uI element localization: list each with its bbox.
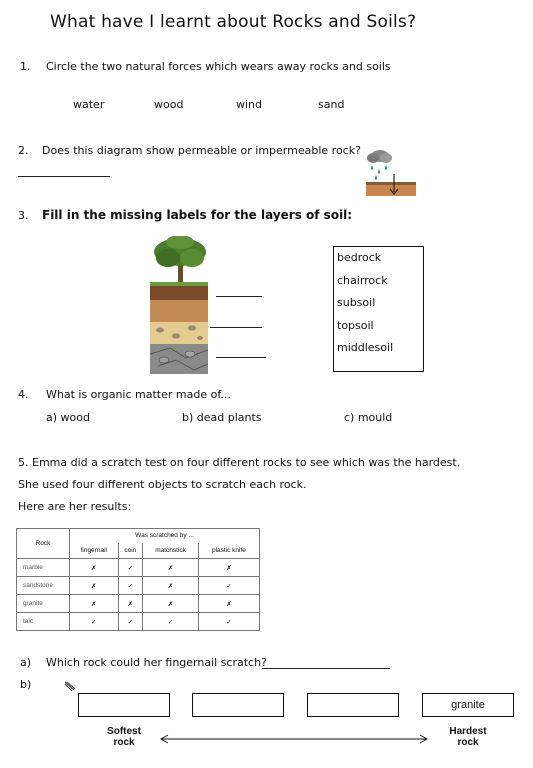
page-title: What have I learnt about Rocks and Soils? [50, 12, 417, 32]
table-col-header: fingernail [70, 543, 119, 559]
table-cell: ✗ [143, 577, 199, 595]
table-rock-name: sandstone [17, 577, 70, 595]
table-row [17, 595, 260, 613]
table-header-group: Was scratched by ... [70, 529, 260, 543]
word-bank-item: subsoil [337, 296, 376, 309]
softest-label: Softest rock [107, 726, 141, 748]
q5-line-3: Here are her results: [18, 500, 132, 513]
table-col-header: plastic knife [198, 543, 259, 559]
pencil-icon [63, 680, 77, 692]
table-rock-name: granite [17, 595, 70, 613]
table-cell: ✗ [198, 595, 259, 613]
hardness-arrow [158, 733, 430, 745]
word-bank-item: middlesoil [337, 341, 394, 354]
table-cell: ✗ [198, 559, 259, 577]
q5-line-1: 5. Emma did a scratch test on four different rocks to see which was the hardest. [18, 456, 461, 469]
table-row [17, 559, 260, 577]
table-header-rock: Rock [17, 529, 70, 559]
q3-text: Fill in the missing labels for the layers of soil: [42, 208, 353, 222]
rain-permeability-icon [362, 148, 420, 200]
word-bank-item: chairrock [337, 274, 388, 287]
q1-text: Circle the two natural forces which wears away rocks and soils [46, 60, 391, 73]
q2-text: Does this diagram show permeable or impermeable rock? [42, 144, 361, 157]
table-cell: ✓ [198, 577, 259, 595]
q5a-text: Which rock could her fingernail scratch? [46, 656, 267, 669]
q4-number: 4. [18, 388, 29, 401]
q4-option-a[interactable]: a) wood [46, 411, 90, 424]
q5a-label: a) [20, 656, 32, 669]
q1-option-sand[interactable]: sand [318, 98, 345, 111]
word-bank-item: bedrock [337, 251, 382, 264]
table-cell: ✗ [70, 559, 119, 577]
q1-number: 1. [20, 60, 31, 73]
order-box-1[interactable] [78, 693, 170, 717]
q5-line-2: She used four different objects to scratch each rock. [18, 478, 307, 491]
table-cell: ✓ [198, 613, 259, 631]
q4-option-c[interactable]: c) mould [344, 411, 393, 424]
q5a-answer-line[interactable] [262, 668, 390, 669]
q5b-label: b) [20, 678, 32, 691]
table-rock-name: marble [17, 559, 70, 577]
soil-label-line-2[interactable] [210, 327, 262, 328]
table-cell: ✗ [143, 595, 199, 613]
q1-option-wood[interactable]: wood [154, 98, 184, 111]
table-row [17, 613, 260, 631]
soil-label-line-3[interactable] [216, 357, 266, 358]
table-cell: ✗ [143, 559, 199, 577]
table-col-header: coin [118, 543, 143, 559]
table-cell: ✓ [70, 613, 119, 631]
scratch-test-table [16, 528, 260, 631]
table-rock-name: talc [17, 613, 70, 631]
order-box-4-text: granite [451, 699, 485, 711]
table-cell: ✗ [70, 595, 119, 613]
table-row [17, 577, 260, 595]
table-col-header: matchstick [143, 543, 199, 559]
q1-option-wind[interactable]: wind [236, 98, 263, 111]
q4-text: What is organic matter made of... [46, 388, 231, 401]
q2-number: 2. [18, 144, 29, 157]
order-box-3[interactable] [307, 693, 399, 717]
word-bank-box [333, 246, 424, 372]
soil-layers-diagram [150, 236, 210, 376]
table-cell: ✓ [143, 613, 199, 631]
order-box-2[interactable] [192, 693, 284, 717]
hardest-label: Hardest rock [449, 726, 487, 748]
table-cell: ✓ [118, 559, 143, 577]
soil-label-line-1[interactable] [216, 296, 262, 297]
q2-answer-line[interactable] [18, 176, 110, 177]
q1-option-water[interactable]: water [73, 98, 105, 111]
q4-option-b[interactable]: b) dead plants [182, 411, 262, 424]
table-cell: ✗ [118, 595, 143, 613]
table-cell: ✓ [118, 577, 143, 595]
word-bank-item: topsoil [337, 319, 374, 332]
q3-number: 3. [18, 209, 29, 222]
order-box-4[interactable] [422, 693, 514, 717]
table-cell: ✗ [70, 577, 119, 595]
table-cell: ✓ [118, 613, 143, 631]
